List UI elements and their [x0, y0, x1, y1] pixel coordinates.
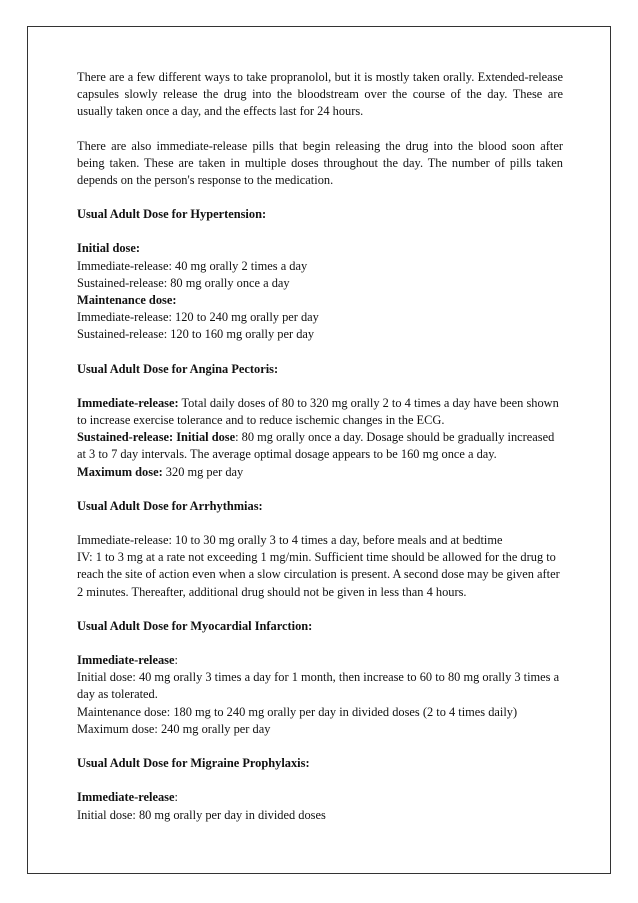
migraine-ir-colon: : [174, 790, 178, 805]
hypertension-maintenance-sr: Sustained-release: 120 to 160 mg orally per day [77, 327, 315, 342]
mi-ir-colon: : [174, 653, 178, 668]
migraine-initial-dose: Initial dose: 80 mg orally per day in divided doses [77, 807, 326, 822]
mi-ir-label: Immediate-release [77, 653, 175, 668]
angina-sustained-release [77, 429, 563, 463]
angina-max-text: 320 mg per day [162, 464, 244, 479]
paragraph-oral-administration: There are a few different ways to take propranolol, but it is mostly taken orally. Extended-release capsules slowly release the drug into the bloodstream over the course of the day. These are usually taken once a day, and the effects last for 24 hours. [77, 70, 563, 119]
heading-migraine: Usual Adult Dose for Migraine Prophylaxis: [77, 756, 310, 771]
hypertension-initial-label: Initial dose: [77, 241, 140, 256]
paragraph-immediate-release: There are also immediate-release pills that begin releasing the drug into the blood soon after being taken. These are taken in multiple doses throughout the day. The number of pills taken depends on the person's response to the medication. [77, 138, 563, 188]
document-body [77, 69, 563, 824]
migraine-ir-label-line [77, 789, 563, 806]
hypertension-maintenance-ir: Immediate-release: 120 to 240 mg orally per day [77, 310, 319, 325]
angina-ir-text: Total daily doses of 80 to 320 mg orally 2 to 4 times a day have been shown to increase exercise tolerance and to reduce ischemic changes in the ECG. [77, 395, 559, 428]
angina-max-label: Maximum dose: [77, 464, 163, 479]
heading-angina: Usual Adult Dose for Angina Pectoris: [77, 361, 279, 376]
angina-sr-label: Sustained-release: Initial dose [77, 430, 236, 445]
heading-myocardial-infarction: Usual Adult Dose for Myocardial Infarction: [77, 618, 313, 633]
hypertension-initial-sr: Sustained-release: 80 mg orally once a day [77, 275, 290, 290]
mi-maintenance-dose: Maintenance dose: 180 mg to 240 mg orally per day in divided doses (2 to 4 times daily) [77, 704, 518, 719]
migraine-ir-label: Immediate-release [77, 790, 175, 805]
angina-sr-text: : 80 mg orally once a day. Dosage should be gradually increased at 3 to 7 day intervals. The average optimal dosage appears to be 160 mg once a day. [77, 430, 555, 462]
angina-ir-label: Immediate-release: [77, 395, 179, 410]
hypertension-maintenance-label: Maintenance dose: [77, 293, 177, 308]
heading-arrhythmias: Usual Adult Dose for Arrhythmias: [77, 498, 263, 513]
heading-hypertension: Usual Adult Dose for Hypertension: [77, 207, 267, 222]
angina-immediate-release [77, 395, 563, 429]
mi-ir-label-line [77, 652, 563, 669]
arrhythmias-immediate-release: Immediate-release: 10 to 30 mg orally 3 to 4 times a day, before meals and at bedtime [77, 533, 503, 548]
arrhythmias-iv: IV: 1 to 3 mg at a rate not exceeding 1 mg/min. Sufficient time should be allowed for the drug to reach the site of action even when a slow circulation is present. A second dose may be given after 2 minutes. Thereafter, additional drug should not be given in less than 4 hours. [77, 550, 560, 599]
angina-maximum-dose [77, 464, 563, 481]
mi-initial-dose: Initial dose: 40 mg orally 3 times a day for 1 month, then increase to 60 to 80 mg orally 3 times a day as tolerated. [77, 670, 560, 702]
hypertension-initial-ir: Immediate-release: 40 mg orally 2 times a day [77, 258, 308, 273]
mi-maximum-dose: Maximum dose: 240 mg orally per day [77, 721, 271, 736]
